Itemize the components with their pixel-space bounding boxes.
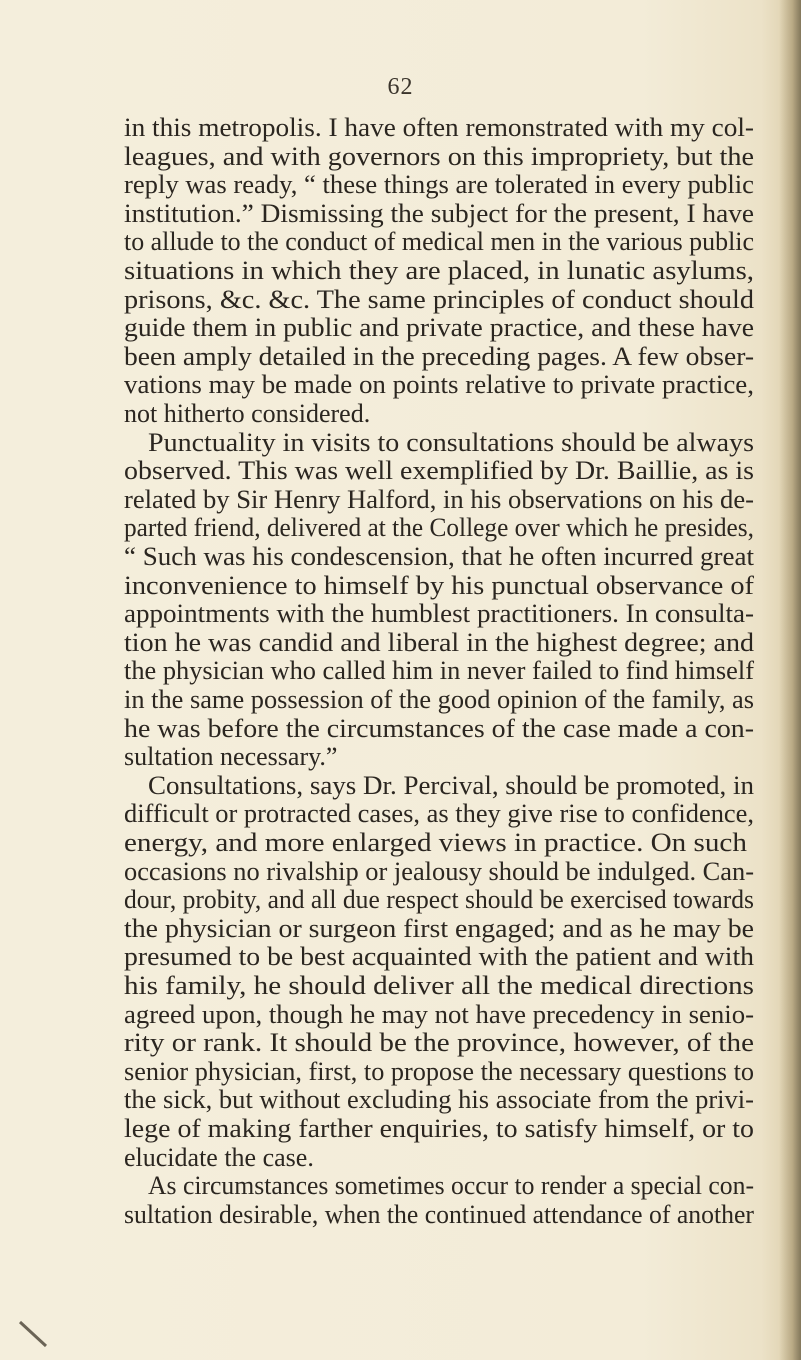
text-line: rity or rank. It should be the province, however, of the <box>124 1028 754 1058</box>
text-line: sultation desirable, when the continued attendance of another <box>124 1199 754 1229</box>
text-line: sultation necessary.” <box>124 742 338 772</box>
text-line: institution.” Dismissing the subject for the present, I have <box>124 198 754 228</box>
text-line: related by Sir Henry Halford, in his observations on his de- <box>124 484 754 514</box>
text-line: reply was ready, “ these things are tolerated in every public <box>124 170 754 200</box>
text-line: the physician or surgeon first engaged; and as he may be <box>124 913 754 943</box>
text-line: the physician who called him in never failed to find himself <box>124 656 754 686</box>
text-line: lege of making farther enquiries, to satisfy himself, or to <box>124 1114 754 1143</box>
text-line: energy, and more enlarged views in practice. On such <box>124 828 747 857</box>
text-line: in this metropolis. I have often remonstrated with my col- <box>124 113 754 142</box>
page-fold-mark <box>18 1318 78 1350</box>
text-line: in the same possession of the good opinion of the family, as <box>124 685 754 714</box>
text-line: to allude to the conduct of medical men in the various public <box>124 227 754 257</box>
text-line: “ Such was his condescension, that he often incurred great <box>124 542 754 571</box>
text-line: tion he was candid and liberal in the highest degree; and <box>124 627 754 657</box>
text-line: Punctuality in visits to consultations should be always <box>148 427 754 457</box>
text-line: parted friend, delivered at the College over which he presides, <box>124 513 754 543</box>
page-number: 62 <box>387 74 414 100</box>
text-line: presumed to be best acquainted with the patient and with <box>124 942 754 972</box>
text-line: not hitherto considered. <box>124 399 371 428</box>
text-line: his family, he should deliver all the medical directions <box>124 971 754 1000</box>
text-line: appointments with the humblest practitioners. In consulta- <box>124 599 754 629</box>
text-line: been amply detailed in the preceding pages. A few obser- <box>124 341 754 371</box>
text-line: difficult or protracted cases, as they give rise to confidence, <box>124 799 754 829</box>
text-line: guide them in public and private practice, and these have <box>124 313 754 343</box>
text-line: vations may be made on points relative to private practice, <box>124 370 754 400</box>
text-line: occasions no rivalship or jealousy should be indulged. Can- <box>124 856 754 886</box>
page-edge-shadow <box>779 0 801 1360</box>
text-line: leagues, and with governors on this impropriety, but the <box>124 141 754 171</box>
text-line: senior physician, first, to propose the necessary questions to <box>124 1056 754 1086</box>
text-line: inconvenience to himself by his punctual observance of <box>124 570 754 600</box>
text-line: the sick, but without excluding his associate from the privi- <box>124 1085 754 1115</box>
text-line: situations in which they are placed, in lunatic asylums, <box>124 256 754 285</box>
text-line: As circumstances sometimes occur to render a special con- <box>148 1171 754 1201</box>
text-line: prisons, &c. &c. The same principles of conduct should <box>124 284 754 314</box>
text-line: he was before the circumstances of the case made a con- <box>124 713 754 743</box>
text-line: agreed upon, though he may not have precedency in senio- <box>124 999 754 1029</box>
text-line: Consultations, says Dr. Percival, should be promoted, in <box>148 770 754 800</box>
text-line: observed. This was well exemplified by Dr. Baillie, as is <box>124 456 754 486</box>
text-line: dour, probity, and all due respect should be exercised towards <box>124 885 754 915</box>
text-line: elucidate the case. <box>124 1142 314 1172</box>
